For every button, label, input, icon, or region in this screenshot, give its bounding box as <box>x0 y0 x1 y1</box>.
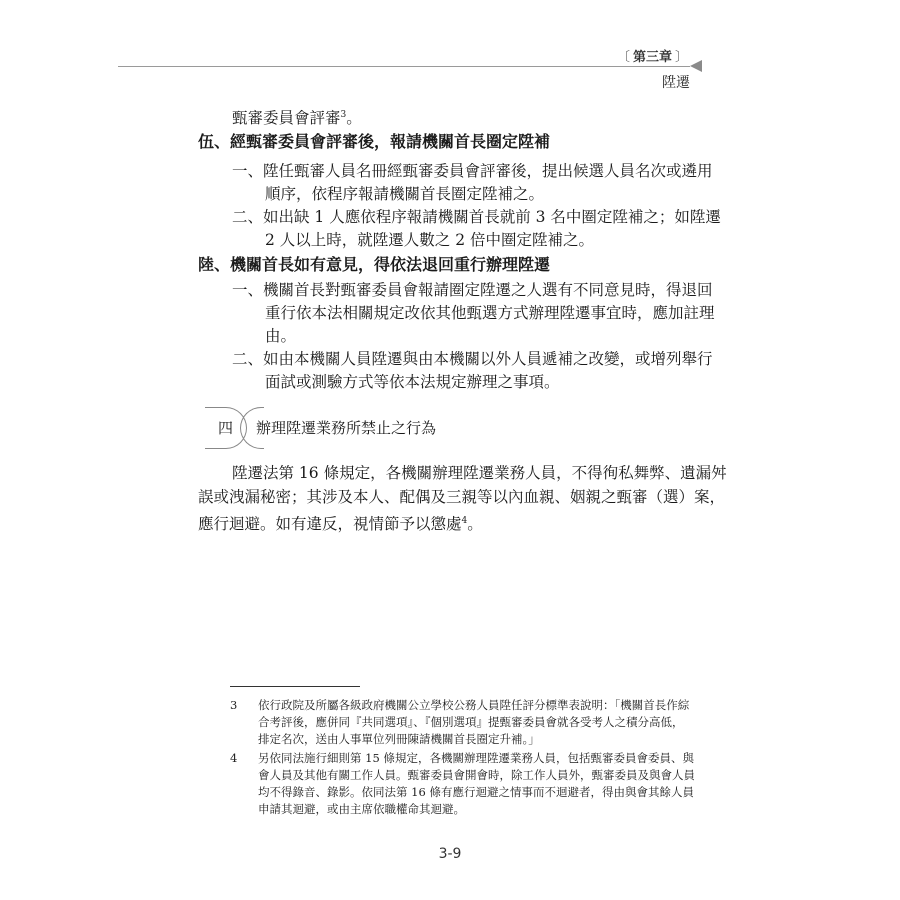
footnote-ref-3: 3 <box>340 110 347 120</box>
item-5-2-line-1: 二、如出缺 1 人應依程序報請機關首長就前 3 名中圈定陞補之；如陞遷 <box>232 208 721 226</box>
continuation-line <box>232 104 362 129</box>
paragraph-line-3-end: 。 <box>467 515 483 534</box>
heading-6: 陸、機關首長如有意見，得依法退回重行辦理陞遷 <box>198 255 551 274</box>
section-number: 四 <box>218 419 234 437</box>
paragraph-line-2: 誤或洩漏秘密；其涉及本人、配偶及三親等以內血親、姻親之甄審（選）案， <box>198 488 726 506</box>
heading-5: 伍、經甄審委員會評審後，報請機關首長圈定陞補 <box>198 132 551 151</box>
footnote-4-number: 4 <box>230 751 238 765</box>
footnote-3-line-2: 合考評後，應併同『共同選項』、『個別選項』提甄審委員會就各受考人之積分高低， <box>258 715 684 729</box>
footnote-4-line-4: 申請其迴避，或由主席依職權命其迴避。 <box>258 802 465 816</box>
footnote-3-line-3: 排定名次，送由人事單位列冊陳請機關首長圈定升補。」 <box>258 732 540 746</box>
item-6-1-line-1: 一、機關首長對甄審委員會報請圈定陞遷之人選有不同意見時，得退回 <box>232 281 713 299</box>
paragraph-line-3-text: 應行迴避。如有違反，視情節予以懲處 <box>198 515 462 534</box>
footnote-ref-4: 4 <box>461 516 468 526</box>
footnote-3-number: 3 <box>230 698 238 712</box>
footnote-4-line-1: 另依同法施行細則第 15 條規定，各機關辦理陞遷業務人員，包括甄審委員會委員、與 <box>258 751 694 765</box>
header-arrow-icon <box>690 60 702 72</box>
item-6-2-line-1: 二、如由本機關人員陞遷與由本機關以外人員遞補之改變，或增列舉行 <box>232 350 713 368</box>
chapter-title: 第三章 <box>632 50 672 65</box>
footnote-4-line-3: 均不得錄音、錄影。依同法第 16 條有應行迴避之情事而不迴避者，得由與會其餘人員 <box>258 785 694 799</box>
item-6-1-line-2: 重行依本法相關規定改依其他甄選方式辦理陞遷事宜時，應加註理 <box>265 304 715 322</box>
item-6-1-line-3: 由。 <box>265 327 297 345</box>
paragraph-line-1: 陞遷法第 16 條規定，各機關辦理陞遷業務人員，不得徇私舞弊、遺漏舛 <box>232 464 727 482</box>
paragraph-line-3 <box>198 510 483 535</box>
section-title: 辦理陞遷業務所禁止之行為 <box>256 419 437 437</box>
footnote-3-line-1: 依行政院及所屬各級政府機關公立學校公務人員陞任評分標準表說明：「機關首長作綜 <box>258 698 690 712</box>
item-6-2-line-2: 面試或測驗方式等依本法規定辦理之事項。 <box>265 373 560 391</box>
running-section-title: 陞遷 <box>662 75 690 91</box>
footnote-4-line-2: 會人員及其他有關工作人員。甄審委員會開會時，除工作人員外，甄審委員及與會人員 <box>258 768 695 782</box>
item-5-1-line-1: 一、陞任甄審人員名冊經甄審委員會評審後，提出候選人員名次或遴用 <box>232 162 713 180</box>
continuation-end: 。 <box>346 109 362 128</box>
item-5-2-line-2: 2 人以上時，就陞遷人數之 2 倍中圈定陞補之。 <box>265 231 595 249</box>
bracket-left: 〔 <box>616 50 630 65</box>
bracket-right: 〕 <box>674 50 688 65</box>
page-number: 3-9 <box>438 846 462 862</box>
chapter-label <box>617 46 688 65</box>
header-rule <box>118 66 690 67</box>
footnote-rule <box>230 686 360 687</box>
item-5-1-line-2: 順序，依程序報請機關首長圈定陞補之。 <box>265 185 545 203</box>
continuation-text: 甄審委員會評審 <box>232 109 341 128</box>
